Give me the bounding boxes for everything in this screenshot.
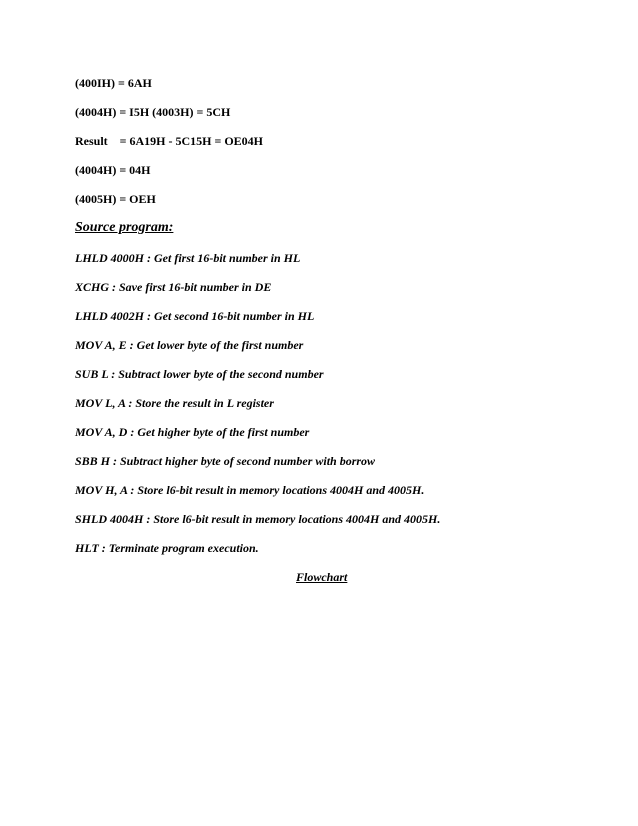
- result-line: Result = 6A19H - 5C15H = OE04H: [75, 134, 264, 148]
- program-line-7: MOV A, D : Get higher byte of the first number: [75, 425, 310, 439]
- data-line-4: (4004H) = 04H: [75, 163, 151, 177]
- flowchart-caption: Flowchart: [296, 570, 348, 584]
- program-line-10: SHLD 4004H : Store l6-bit result in memory locations 4004H and 4005H.: [75, 512, 441, 526]
- program-line-4: MOV A, E : Get lower byte of the first number: [75, 338, 304, 352]
- program-line-1: LHLD 4000H : Get first 16-bit number in HL: [75, 251, 301, 265]
- program-line-2: XCHG : Save first 16-bit number in DE: [75, 280, 272, 294]
- data-line-1: (400IH) = 6AH: [75, 76, 152, 90]
- data-line-2: (4004H) = I5H (4003H) = 5CH: [75, 105, 231, 119]
- source-program-heading: Source program:: [75, 220, 174, 235]
- program-line-8: SBB H : Subtract higher byte of second number with borrow: [75, 454, 376, 468]
- program-line-11: HLT : Terminate program execution.: [75, 541, 259, 555]
- program-line-9: MOV H, A : Store l6-bit result in memory locations 4004H and 4005H.: [75, 483, 425, 497]
- data-line-5: (4005H) = OEH: [75, 192, 156, 206]
- program-line-3: LHLD 4002H : Get second 16-bit number in HL: [75, 309, 315, 323]
- program-line-6: MOV L, A : Store the result in L register: [75, 396, 274, 410]
- program-line-5: SUB L : Subtract lower byte of the second number: [75, 367, 324, 381]
